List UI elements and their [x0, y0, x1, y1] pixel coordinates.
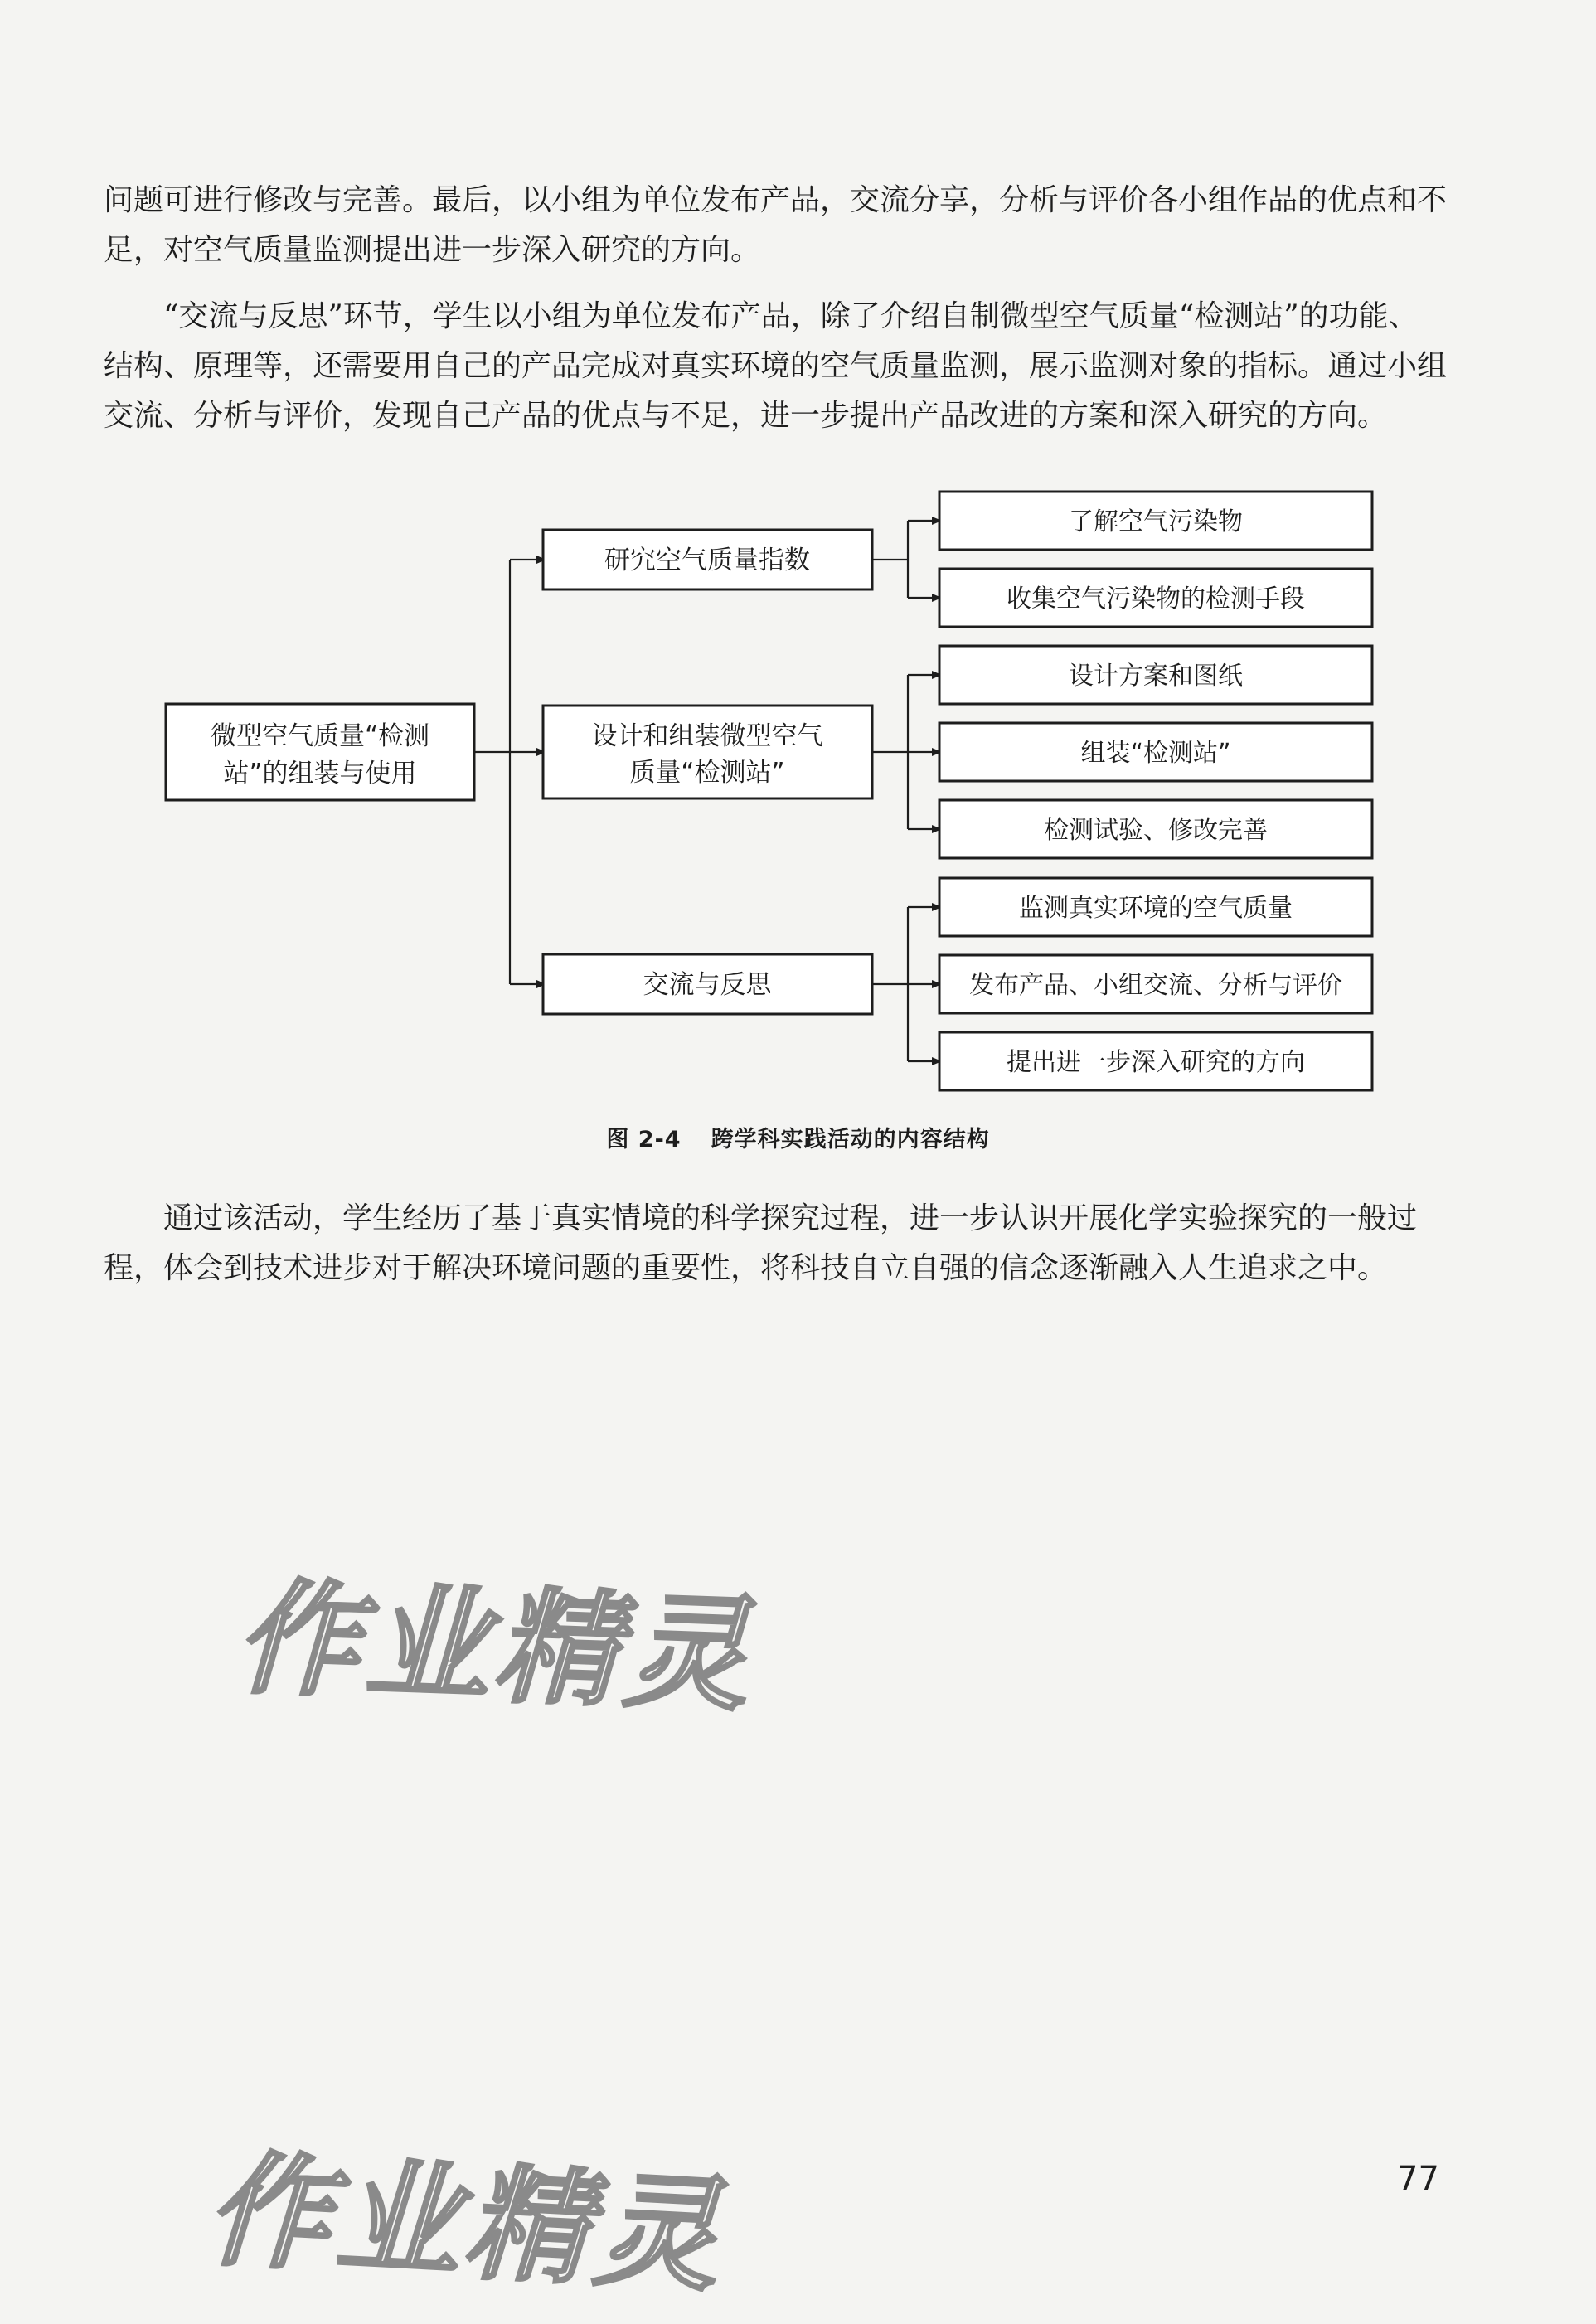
leaf-node-7-label: 发布产品、小组交流、分析与评价: [969, 971, 1342, 1000]
mid-node-design-line1: 设计和组装微型空气: [591, 721, 823, 751]
root-node: [166, 704, 474, 800]
figure-number: 图 2-4: [606, 1127, 682, 1152]
paragraph-2: [104, 292, 1447, 441]
mid-node-reflect-label: 交流与反思: [643, 970, 772, 1000]
mid-connectors: [872, 521, 941, 1061]
figure-caption: [0, 1121, 1596, 1153]
mid-node-reflect: [543, 954, 872, 1014]
mid-node-design: [543, 706, 872, 798]
leaf-node-4: [939, 723, 1372, 781]
leaf-node-8: [939, 1032, 1372, 1090]
leaf-node-5-label: 检测试验、修改完善: [1044, 816, 1268, 845]
leaf-node-6-label: 监测真实环境的空气质量: [1019, 894, 1293, 923]
page-number: 77: [1397, 2160, 1439, 2198]
mid-node-design-line2: 质量“检测站”: [629, 758, 785, 788]
paragraph-1: [104, 176, 1447, 275]
paragraph-2-text: “交流与反思”环节，学生以小组为单位发布产品，除了介绍自制微型空气质量“检测站”的功能、结构、原理等，还需要用自己的产品完成对真实环境的空气质量监测，展示监测对象的指标。通过小组交流、分析与评价，发现自己产品的优点与不足，进一步提出产品改进的方案和深入研究的方向。: [104, 299, 1448, 433]
leaf-node-3: [939, 646, 1372, 704]
leaf-node-5: [939, 800, 1372, 858]
root-node-line1: 微型空气质量“检测: [210, 721, 430, 751]
leaf-node-3-label: 设计方案和图纸: [1069, 662, 1243, 691]
paragraph-3-text: 通过该活动，学生经历了基于真实情境的科学探究过程，进一步认识开展化学实验探究的一般过程，体会到技术进步对于解决环境问题的重要性，将科技自立自强的信念逐渐融入人生追求之中。: [104, 1201, 1418, 1285]
figure-title: 跨学科实践活动的内容结构: [711, 1127, 990, 1152]
leaf-node-2: [939, 569, 1372, 627]
paragraph-1-text: 问题可进行修改与完善。最后，以小组为单位发布产品，交流分享，分析与评价各小组作品的优点和不足，对空气质量监测提出进一步深入研究的方向。: [104, 183, 1448, 267]
root-node-line2: 站”的组装与使用: [223, 759, 417, 788]
root-connectors: [474, 560, 546, 984]
leaf-node-6: [939, 878, 1372, 936]
leaf-node-1: [939, 492, 1372, 550]
paragraph-3: [104, 1194, 1447, 1293]
leaf-node-7: [939, 955, 1372, 1013]
watermark-logo: 作业精灵: [233, 1566, 756, 1729]
mid-node-research-label: 研究空气质量指数: [604, 546, 810, 575]
watermark-logo-bottom: 作业精灵: [203, 2137, 728, 2310]
structure-diagram: [0, 473, 1596, 1094]
leaf-node-8-label: 提出进一步深入研究的方向: [1007, 1048, 1305, 1077]
leaf-node-4-label: 组装“检测站”: [1080, 739, 1231, 768]
mid-node-research: [543, 530, 872, 589]
leaf-node-2-label: 收集空气污染物的检测手段: [1007, 585, 1305, 614]
leaf-node-1-label: 了解空气污染物: [1069, 507, 1243, 536]
